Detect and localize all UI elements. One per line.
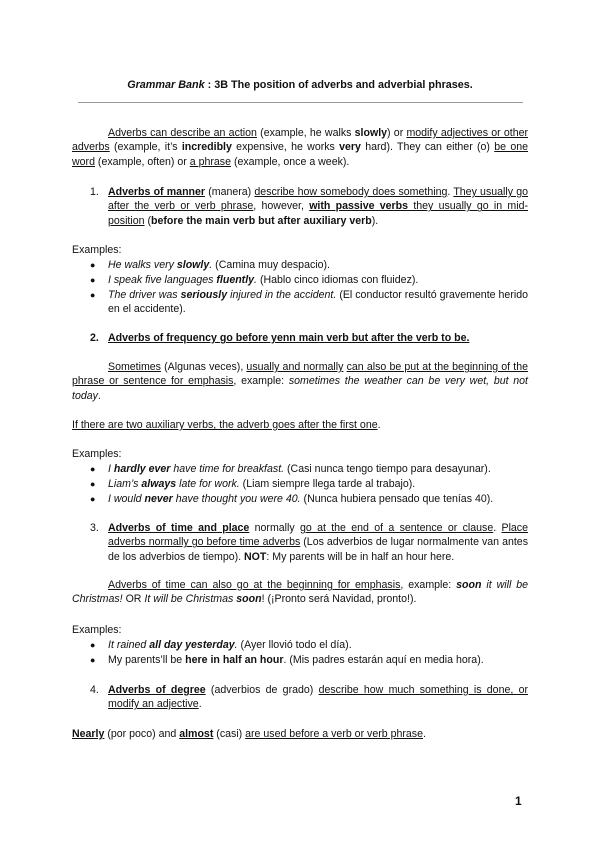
example-item: He walks very slowly. (Camina muy despacio). xyxy=(108,259,330,271)
bullet: ● xyxy=(90,479,96,489)
degree-adverbs-paragraph: Nearly (por poco) and almost (casi) are used before a verb or verb phrase. xyxy=(72,728,426,740)
bullet: ● xyxy=(90,290,96,300)
bullet: ● xyxy=(90,494,96,504)
example-item: My parents’ll be here in half an hour. (Mis padres estarán aquí en media hora). xyxy=(108,654,484,666)
bullet: ● xyxy=(90,464,96,474)
bullet: ● xyxy=(90,655,96,665)
section-2-text: Adverbs of frequency go before yenn main verb but after the verb to be. xyxy=(108,332,470,344)
bullet: ● xyxy=(90,640,96,650)
section-1-number: 1. xyxy=(90,186,99,198)
section-4-number: 4. xyxy=(90,684,99,696)
page-number: 1 xyxy=(515,794,522,808)
section-2-number: 2. xyxy=(90,332,99,344)
example-item: It rained all day yesterday. (Ayer llovió todo el día). xyxy=(108,639,352,651)
example-item: I hardly ever have time for breakfast. (Casi nunca tengo tiempo para desayunar). xyxy=(108,463,491,475)
example-item: The driver was seriously injured in the accident. (El conductor resultó gravemente herido en el accidente). xyxy=(108,289,528,316)
title-text: 3B The position of adverbs and adverbial phrases. xyxy=(214,79,473,91)
section-1-text: Adverbs of manner (manera) describe how somebody does something. They usually go after the verb or verb phrase, however, with passive verbs they usually go in mid-position (before the main verb but after auxiliary verb). xyxy=(108,186,529,227)
example-item: I would never have thought you were 40. (Nunca hubiera pensado que tenías 40). xyxy=(108,493,494,505)
section-4-text: Adverbs of degree (adverbios de grado) describe how much something is done, or modify an adjective. xyxy=(108,684,528,711)
intro-paragraph: Adverbs can describe an action (example, he walks slowly) or modify adjectives or other adverbs (example, it’s incredibly expensive, he works very hard). They can either (o) be one word (example, often) or a phrase (example, once a week). xyxy=(72,127,529,168)
examples-label-3: Examples: xyxy=(72,624,122,636)
example-item: I speak five languages fluently. (Hablo cinco idiomas con fluidez). xyxy=(108,274,419,286)
examples-label-1: Examples: xyxy=(72,244,122,256)
grammar-bank-label: Grammar Bank xyxy=(127,79,205,91)
title-divider xyxy=(78,102,523,103)
time-emphasis-paragraph: Adverbs of time can also go at the beginning for emphasis, example: soon it will be Christmas! OR It will be Christmas soon! (¡Pronto será Navidad, pronto!). xyxy=(72,579,528,606)
bullet: ● xyxy=(90,260,96,270)
example-item: Liam’s always late for work. (Liam siempre llega tarde al trabajo). xyxy=(108,478,416,490)
section-3-text: Adverbs of time and place normally go at the end of a sentence or clause. Place adverbs normally go before time adverbs (Los adverbios de lugar normalmente van antes de los adverbios de tiempo). NOT: My parents will be in half an hour here. xyxy=(108,522,528,563)
document-title: Grammar Bank : 3B The position of adverbs and adverbial phrases. xyxy=(127,79,473,91)
auxiliary-verbs-paragraph: If there are two auxiliary verbs, the adverb goes after the first one. xyxy=(72,419,381,431)
frequency-emphasis-paragraph: Sometimes (Algunas veces), usually and normally can also be put at the beginning of the phrase or sentence for emphasis, example: sometimes the weather can be very wet, but not today. xyxy=(72,361,528,402)
examples-label-2: Examples: xyxy=(72,448,122,460)
section-3-number: 3. xyxy=(90,522,99,534)
bullet: ● xyxy=(90,275,96,285)
